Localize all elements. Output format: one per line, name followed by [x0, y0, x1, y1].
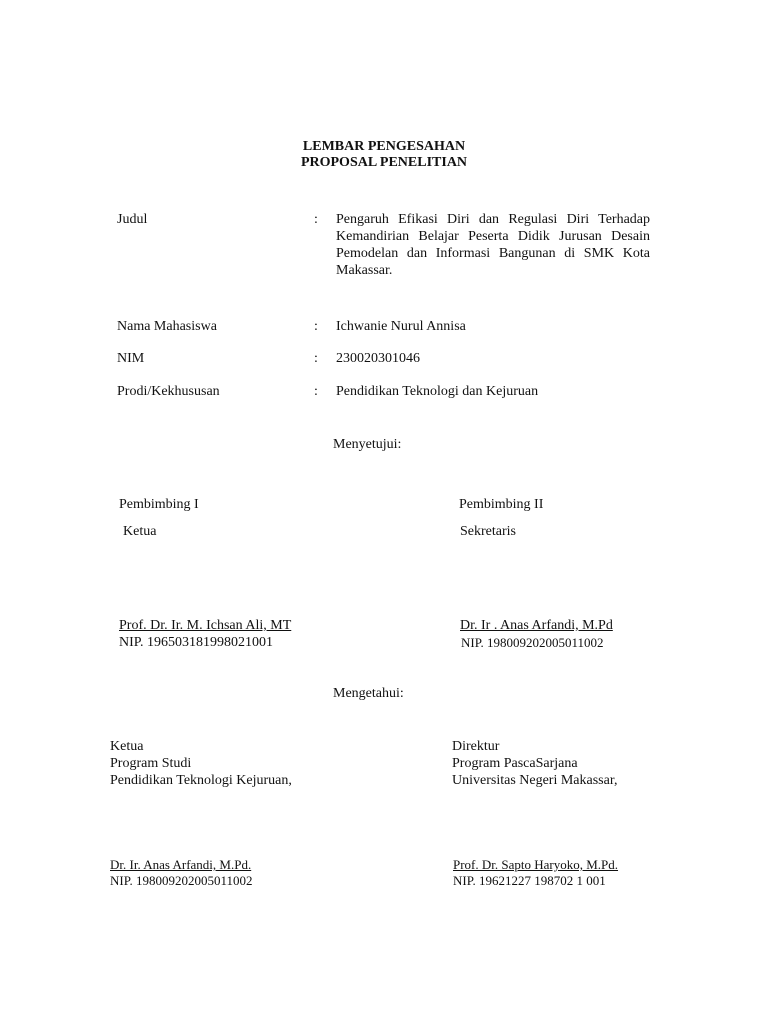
- prodi-value: Pendidikan Teknologi dan Kejuruan: [336, 384, 539, 399]
- ack-right-name: Prof. Dr. Sapto Haryoko, M.Pd.: [453, 857, 619, 872]
- nim-label: NIM: [117, 351, 145, 366]
- ack-left-line2: Program Studi: [110, 756, 192, 771]
- ack-left-line1: Ketua: [110, 739, 144, 754]
- judul-label: Judul: [117, 212, 148, 227]
- advisor1-nip: NIP. 196503181998021001: [119, 635, 274, 650]
- nama-separator: :: [314, 319, 318, 334]
- page-title-line1: LEMBAR PENGESAHAN: [302, 139, 466, 154]
- nim-separator: :: [314, 351, 318, 366]
- advisor1-name: Prof. Dr. Ir. M. Ichsan Ali, MT: [119, 618, 292, 633]
- ack-right-line3: Universitas Negeri Makassar,: [452, 773, 618, 788]
- ack-right-nip: NIP. 19621227 198702 1 001: [453, 873, 606, 888]
- ack-left-name: Dr. Ir. Anas Arfandi, M.Pd.: [110, 857, 252, 872]
- advisor2-nip: NIP. 198009202005011002: [461, 635, 604, 650]
- ack-left-line3: Pendidikan Teknologi Kejuruan,: [110, 773, 292, 788]
- nama-label: Nama Mahasiswa: [117, 319, 217, 334]
- judul-separator: :: [314, 212, 318, 227]
- judul-value: Pengaruh Efikasi Diri dan Regulasi Diri Terhadap Kemandirian Belajar Peserta Didik Jurusan Desain Pemodelan dan Informasi Bangunan di SMK Kota Makassar.: [336, 212, 650, 278]
- approval-heading: Menyetujui:: [333, 437, 402, 452]
- advisor1-position: Ketua: [123, 524, 157, 539]
- nim-value: 230020301046: [336, 351, 420, 366]
- advisor2-role: Pembimbing II: [459, 497, 544, 512]
- acknowledgement-heading: Mengetahui:: [333, 686, 404, 701]
- advisor2-position: Sekretaris: [460, 524, 516, 539]
- ack-right-line1: Direktur: [452, 739, 500, 754]
- ack-right-line2: Program PascaSarjana: [452, 756, 578, 771]
- nama-value: Ichwanie Nurul Annisa: [336, 319, 466, 334]
- ack-left-nip: NIP. 198009202005011002: [110, 873, 253, 888]
- advisor1-role: Pembimbing I: [119, 497, 199, 512]
- advisor2-name: Dr. Ir . Anas Arfandi, M.Pd: [460, 618, 613, 633]
- page-title-line2: PROPOSAL PENELITIAN: [300, 155, 468, 170]
- prodi-label: Prodi/Kekhususan: [117, 384, 220, 399]
- prodi-separator: :: [314, 384, 318, 399]
